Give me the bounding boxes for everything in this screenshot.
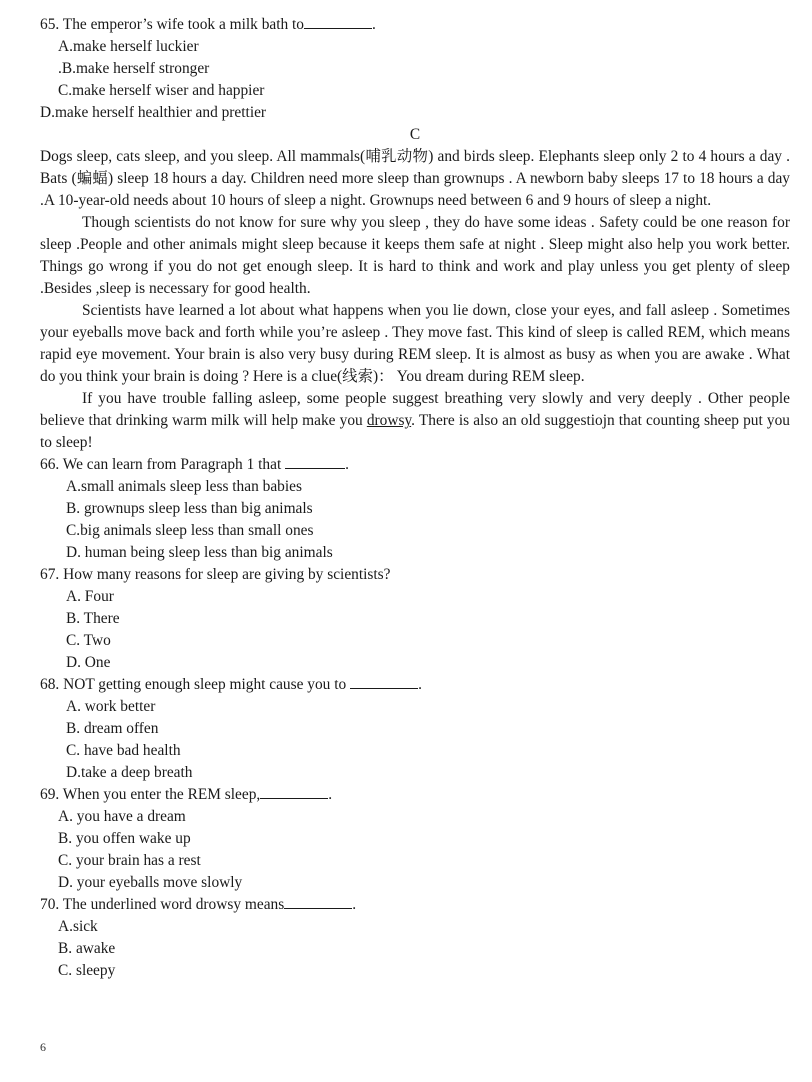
- option-68-d: D.take a deep breath: [66, 764, 193, 781]
- option-70-a: A.sick: [58, 918, 98, 935]
- passage-paragraph-3: Scientists have learned a lot about what happens when you lie down, close your eyes, and fall asleep . Sometimes your eyeballs move back and forth while you’re asleep . They move fast. This kind of sleep is called REM, which means rapid eye movement. Your brain is also very busy during REM sleep. It is almost as busy as when you are awake . What do you think your brain is doing ? Here is a clue(线索)： You dream during REM sleep.: [40, 302, 790, 385]
- question-69-stem: 69. When you enter the REM sleep, .: [40, 786, 333, 803]
- option-70-b: B. awake: [58, 940, 116, 957]
- passage-paragraph-4: If you have trouble falling asleep, some people suggest breathing very slowly and very deeply . Other people believe that drinking warm milk will help make you drowsy. There is also an old suggestiojn that counting sheep put you to sleep!: [40, 390, 790, 451]
- question-66-stem: 66. We can learn from Paragraph 1 that .: [40, 456, 349, 473]
- answer-blank: [350, 674, 418, 689]
- question-65-stem: 65. The emperor’s wife took a milk bath to .: [40, 16, 376, 33]
- option-65-a: A.make herself luckier: [58, 38, 199, 55]
- option-68-a: A. work better: [66, 698, 156, 715]
- option-66-b: B. grownups sleep less than big animals: [66, 500, 313, 517]
- option-67-a: A. Four: [66, 588, 114, 605]
- exam-page: [40, 14, 790, 982]
- underlined-word: drowsy: [366, 412, 412, 429]
- answer-blank: [304, 14, 372, 29]
- option-68-b: B. dream offen: [66, 720, 159, 737]
- question-68-stem: 68. NOT getting enough sleep might cause you to .: [40, 676, 422, 693]
- option-70-c: C. sleepy: [58, 962, 116, 979]
- option-66-d: D. human being sleep less than big animals: [66, 544, 333, 561]
- answer-blank: [260, 784, 328, 799]
- option-69-c: C. your brain has a rest: [58, 852, 201, 869]
- question-67-stem: 67. How many reasons for sleep are giving by scientists?: [40, 566, 391, 583]
- passage-paragraph-1: Dogs sleep, cats sleep, and you sleep. All mammals(哺乳动物) and birds sleep. Elephants sleep only 2 to 4 hours a day . Bats (蝙蝠) sleep 18 hours a day. Children need more sleep than grownups . A newborn baby sleeps 17 to 18 hours a day .A 10-year-old needs about 10 hours of sleep a night. Grownups need between 6 and 9 hours of sleep a night.: [40, 148, 790, 209]
- option-69-a: A. you have a dream: [58, 808, 186, 825]
- passage-paragraph-2: Though scientists do not know for sure why you sleep , they do have some ideas . Safety could be one reason for sleep .People and other animals might sleep because it keeps them safe at night . Sleep might also help you work better. Things go wrong if you do not get enough sleep. It is hard to think and work and play unless you get plenty of sleep .Besides ,sleep is necessary for good health.: [40, 214, 790, 297]
- answer-blank: [285, 454, 345, 469]
- option-66-c: C.big animals sleep less than small ones: [66, 522, 314, 539]
- option-67-b: B. There: [66, 610, 120, 627]
- page-number: 6: [40, 1040, 46, 1054]
- answer-blank: [284, 894, 352, 909]
- option-65-b: .B.make herself stronger: [58, 60, 210, 77]
- passage-label: C: [409, 126, 421, 143]
- option-67-c: C. Two: [66, 632, 111, 649]
- option-65-d: D.make herself healthier and prettier: [40, 104, 267, 121]
- option-65-c: C.make herself wiser and happier: [58, 82, 265, 99]
- option-68-c: C. have bad health: [66, 742, 181, 759]
- question-70-stem: 70. The underlined word drowsy means .: [40, 896, 357, 913]
- option-66-a: A.small animals sleep less than babies: [66, 478, 302, 495]
- option-69-d: D. your eyeballs move slowly: [58, 874, 243, 891]
- option-69-b: B. you offen wake up: [58, 830, 191, 847]
- option-67-d: D. One: [66, 654, 111, 671]
